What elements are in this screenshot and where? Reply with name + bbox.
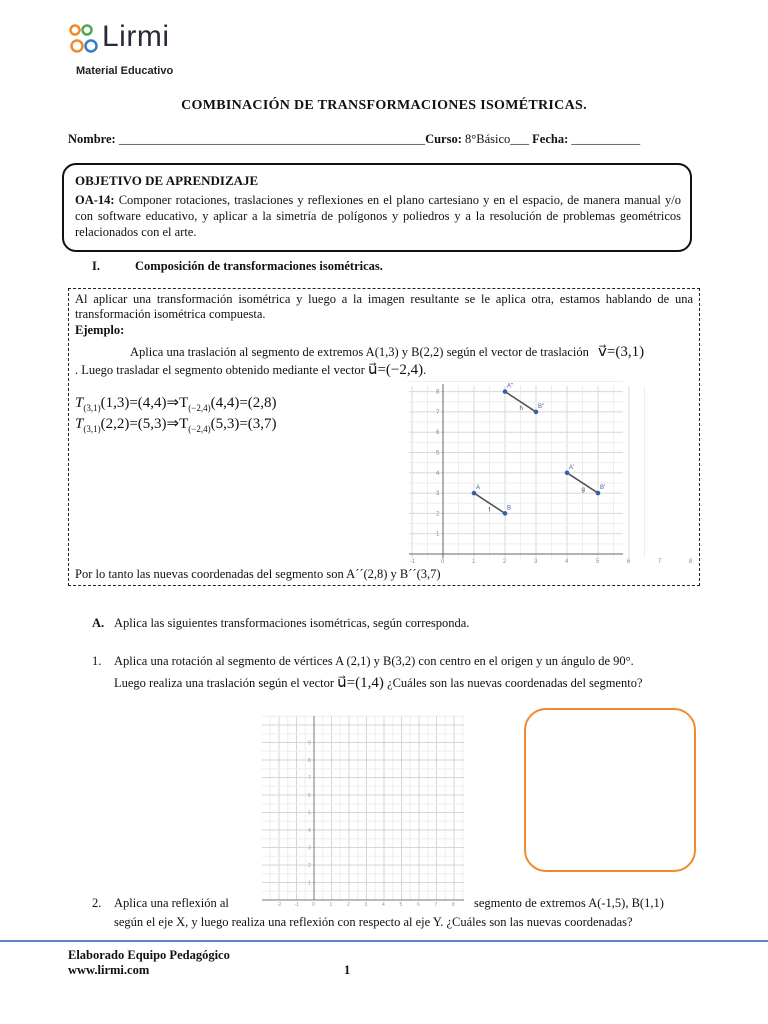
x-tick-label: 2 bbox=[503, 559, 507, 565]
example-line2 bbox=[75, 360, 426, 379]
x-tick-label: 0 bbox=[312, 902, 315, 908]
point-label: A' bbox=[569, 464, 575, 471]
x-tick-label: 8 bbox=[689, 559, 693, 565]
vector-u: u⃗=(−2,4) bbox=[367, 362, 424, 378]
q2-line1b: segmento de extremos A(-1,5), B(1,1) bbox=[474, 896, 664, 910]
y-tick-label: 7 bbox=[436, 409, 440, 416]
y-tick-label: 1 bbox=[308, 880, 311, 887]
objective-description: Componer rotaciones, traslaciones y reflexiones en el plano cartesiano y en el espacio, de manera manual y/o con software educativo, y aplicar a la simetría de polígonos y poliedros y a la resolución de problemas geométricos relacionados con el arte. bbox=[75, 193, 681, 239]
q1-line2 bbox=[114, 673, 643, 692]
example-label: Ejemplo: bbox=[75, 323, 125, 337]
eq2-sub1: (3,1) bbox=[83, 424, 101, 434]
y-tick-label: 1 bbox=[436, 531, 440, 538]
x-tick-label: 3 bbox=[364, 902, 368, 908]
x-tick-label: 3 bbox=[534, 559, 538, 565]
x-tick-label: 0 bbox=[441, 559, 445, 565]
answer-grid[interactable] bbox=[258, 712, 468, 908]
eq1-sub1: (3,1) bbox=[83, 403, 101, 413]
name-label: Nombre: bbox=[68, 132, 116, 146]
example-line1-text: Aplica una traslación al segmento de extremos A(1,3) y B(2,2) según el vector de traslación bbox=[130, 345, 589, 359]
eq2-b: (2,2)=(5,3)⇒T bbox=[100, 416, 189, 432]
q1-line2b: ¿Cuáles son las nuevas coordenadas del segmento? bbox=[387, 676, 643, 690]
eq1-c: (4,4)=(2,8) bbox=[210, 395, 277, 411]
page-number: 1 bbox=[344, 963, 351, 977]
example-graph bbox=[405, 382, 693, 565]
point-marker bbox=[596, 491, 601, 496]
q2-line1a: Aplica una reflexión al bbox=[114, 896, 229, 910]
objective-box bbox=[62, 163, 692, 252]
page-title: COMBINACIÓN DE TRANSFORMACIONES ISOMÉTRICAS. bbox=[181, 98, 587, 113]
point-label: B' bbox=[600, 485, 606, 492]
vector-v: v⃗=(3,1) bbox=[598, 344, 645, 360]
y-tick-label: 7 bbox=[308, 775, 311, 782]
y-tick-label: 5 bbox=[436, 450, 440, 457]
answer-box[interactable] bbox=[524, 708, 696, 872]
segment-label: h bbox=[519, 405, 523, 412]
eq1-a: T bbox=[75, 395, 84, 411]
example-line2-end: . bbox=[423, 363, 427, 377]
section-a-letter: A. bbox=[92, 616, 105, 630]
y-tick-label: 9 bbox=[308, 740, 311, 747]
date-label: Fecha: bbox=[532, 132, 569, 146]
x-tick-label: 8 bbox=[452, 902, 455, 908]
segment-label: g bbox=[581, 486, 585, 493]
x-tick-label: 5 bbox=[399, 902, 403, 908]
q1-line1: Aplica una rotación al segmento de vértices A (2,1) y B(3,2) con centro en el origen y un ángulo de 90°. bbox=[114, 654, 634, 668]
point-marker bbox=[534, 410, 539, 415]
course-label: Curso: bbox=[425, 132, 462, 146]
section-heading: Composición de transformaciones isométricas. bbox=[135, 259, 383, 273]
point-marker bbox=[503, 511, 508, 516]
x-tick-label: 1 bbox=[329, 902, 333, 908]
equation-1 bbox=[75, 393, 277, 413]
student-form-line bbox=[68, 132, 640, 147]
q1-vector: u⃗=(1,4) bbox=[337, 675, 384, 691]
footer-site: www.lirmi.com bbox=[68, 963, 150, 977]
y-tick-label: 2 bbox=[436, 511, 440, 518]
footer-divider bbox=[0, 940, 768, 942]
x-tick-label: 7 bbox=[434, 902, 438, 908]
example-conclusion: Por lo tanto las nuevas coordenadas del segmento son A´´(2,8) y B´´(3,7) bbox=[75, 567, 441, 581]
q1-line2a: Luego realiza una traslación según el vector bbox=[114, 676, 335, 690]
example-line2-text: . Luego trasladar el segmento obtenido mediante el vector bbox=[75, 363, 365, 377]
x-tick-label: -1 bbox=[410, 559, 416, 565]
material-label: Material Educativo bbox=[76, 65, 174, 77]
point-label: A'' bbox=[507, 383, 514, 390]
example-line1 bbox=[130, 342, 644, 361]
date-blank: ___________ bbox=[571, 132, 641, 146]
x-tick-label: 4 bbox=[382, 902, 385, 908]
y-tick-label: 6 bbox=[308, 793, 311, 799]
objective-heading: OBJETIVO DE APRENDIZAJE bbox=[75, 173, 259, 188]
y-tick-label: 4 bbox=[308, 828, 311, 834]
y-tick-label: 8 bbox=[436, 389, 440, 396]
equation-2 bbox=[75, 414, 277, 434]
x-tick-label: 4 bbox=[565, 559, 569, 565]
y-tick-label: 2 bbox=[308, 863, 311, 869]
point-marker bbox=[503, 389, 508, 394]
q2-number: 2. bbox=[92, 896, 102, 910]
x-tick-label: 6 bbox=[627, 559, 631, 565]
course-value: 8°Básico___ bbox=[465, 132, 530, 146]
y-tick-label: 4 bbox=[436, 470, 440, 477]
name-blank: _________________________________________________ bbox=[118, 132, 426, 146]
point-marker bbox=[565, 471, 570, 476]
x-tick-label: 5 bbox=[596, 559, 600, 565]
x-tick-label: -2 bbox=[277, 902, 282, 908]
section-a-text: Aplica las siguientes transformaciones isométricas, según corresponda. bbox=[114, 616, 470, 630]
eq2-c: (5,3)=(3,7) bbox=[210, 416, 277, 432]
q2-line2: según el eje X, y luego realiza una reflexión con respecto al eje Y. ¿Cuáles son las nuevas coordenadas? bbox=[114, 915, 633, 929]
footer-team: Elaborado Equipo Pedagógico bbox=[68, 948, 230, 962]
x-tick-label: 6 bbox=[417, 902, 420, 908]
eq1-sub2: (−2,4) bbox=[188, 403, 211, 413]
point-label: A bbox=[476, 485, 481, 492]
x-tick-label: 1 bbox=[472, 559, 476, 565]
y-tick-label: 3 bbox=[308, 845, 311, 852]
objective-code: OA-14: bbox=[75, 193, 115, 207]
example-intro: Al aplicar una transformación isométrica y luego a la imagen resultante se le aplica otra, estamos hablando de una transformación isométrica compuesta. bbox=[75, 292, 693, 321]
y-tick-label: 3 bbox=[436, 491, 440, 498]
q1-number: 1. bbox=[92, 654, 102, 668]
x-tick-label: 2 bbox=[347, 902, 350, 908]
point-label: B bbox=[507, 505, 512, 512]
eq2-sub2: (−2,4) bbox=[188, 424, 211, 434]
y-tick-label: 8 bbox=[308, 758, 311, 764]
section-number: I. bbox=[92, 259, 100, 273]
point-marker bbox=[472, 491, 477, 496]
x-tick-label: 7 bbox=[658, 559, 662, 565]
objective-text bbox=[75, 192, 681, 240]
brand-name: Lirmi bbox=[102, 20, 170, 53]
logo bbox=[68, 22, 188, 62]
y-tick-label: 6 bbox=[436, 430, 440, 437]
segment-label: f bbox=[488, 507, 491, 514]
y-tick-label: 5 bbox=[308, 810, 311, 817]
point-label: B'' bbox=[538, 403, 545, 410]
x-tick-label: -1 bbox=[294, 902, 299, 908]
eq1-b: (1,3)=(4,4)⇒T bbox=[100, 395, 189, 411]
eq2-a: T bbox=[75, 416, 84, 432]
lirmi-logo-icon bbox=[68, 22, 102, 56]
